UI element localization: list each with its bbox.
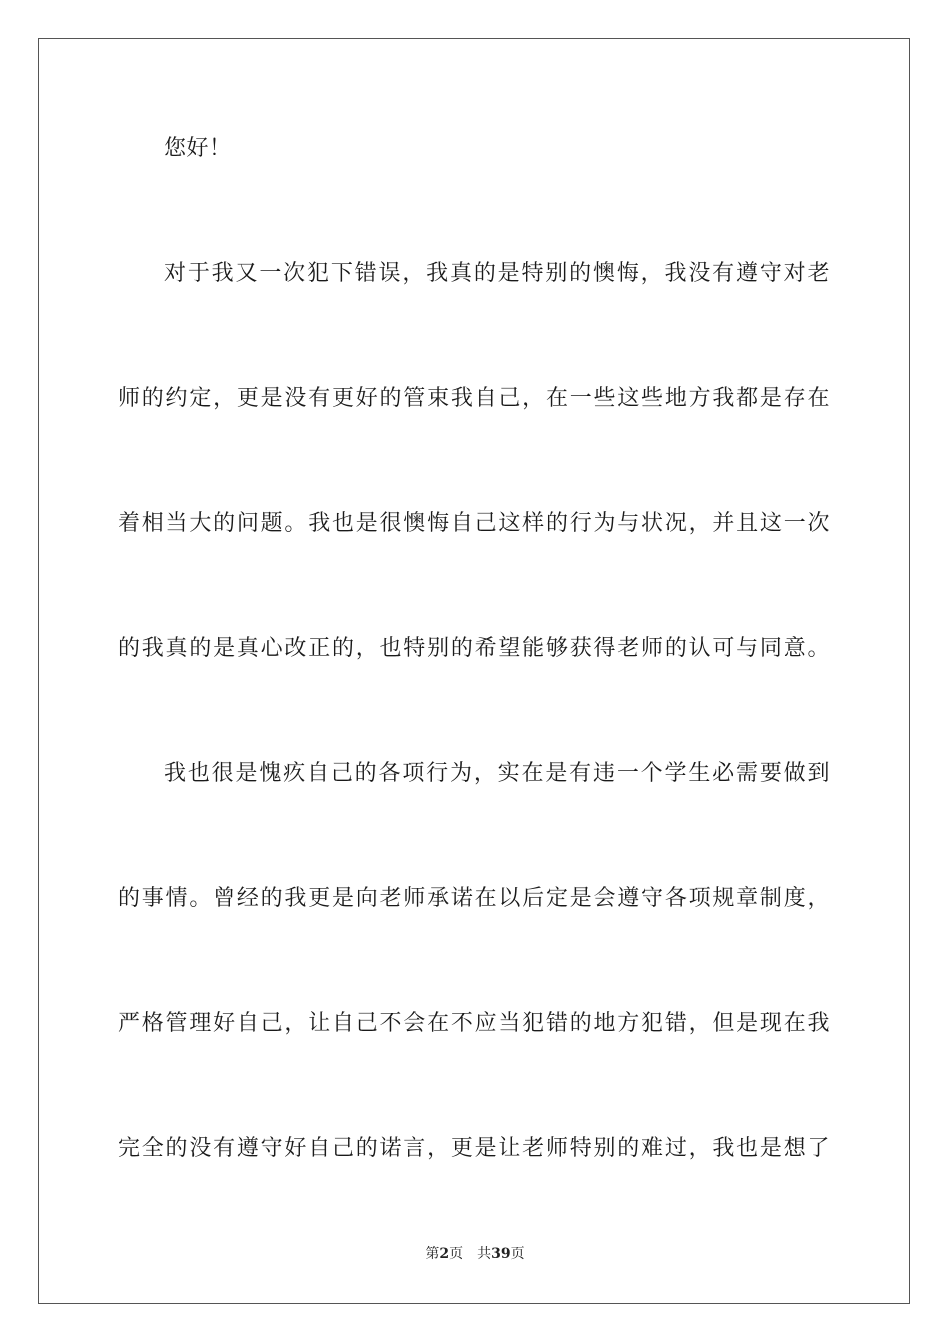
- salutation: 您好！: [164, 136, 232, 161]
- paragraph-2-line-3: 严格管理好自己，让自己不会在不应当犯错的地方犯错，但是现在我: [118, 1011, 830, 1036]
- total-suffix: 页: [510, 1246, 525, 1262]
- page-footer: [0, 1245, 950, 1263]
- paragraph-1-line-4: 的我真的是真心改正的，也特别的希望能够获得老师的认可与同意。: [118, 636, 830, 661]
- page-frame: [38, 38, 910, 1304]
- total-pages: 39: [491, 1246, 511, 1262]
- paragraph-2-line-2: 的事情。曾经的我更是向老师承诺在以后定是会遵守各项规章制度，: [118, 886, 830, 911]
- total-prefix: 共: [477, 1246, 492, 1262]
- paragraph-1-line-2: 师的约定，更是没有更好的管束我自己，在一些这些地方我都是存在: [118, 386, 830, 411]
- page-prefix: 第: [425, 1246, 440, 1262]
- paragraph-1-line-1: 对于我又一次犯下错误，我真的是特别的懊悔，我没有遵守对老: [164, 261, 830, 286]
- paragraph-1-line-3: 着相当大的问题。我也是很懊悔自己这样的行为与状况，并且这一次: [118, 511, 830, 536]
- page-number: 2: [439, 1246, 450, 1262]
- paragraph-2-line-4: 完全的没有遵守好自己的诺言，更是让老师特别的难过，我也是想了: [118, 1136, 830, 1161]
- paragraph-2-line-1: 我也很是愧疚自己的各项行为，实在是有违一个学生必需要做到: [164, 761, 830, 786]
- page-suffix: 页: [449, 1246, 464, 1262]
